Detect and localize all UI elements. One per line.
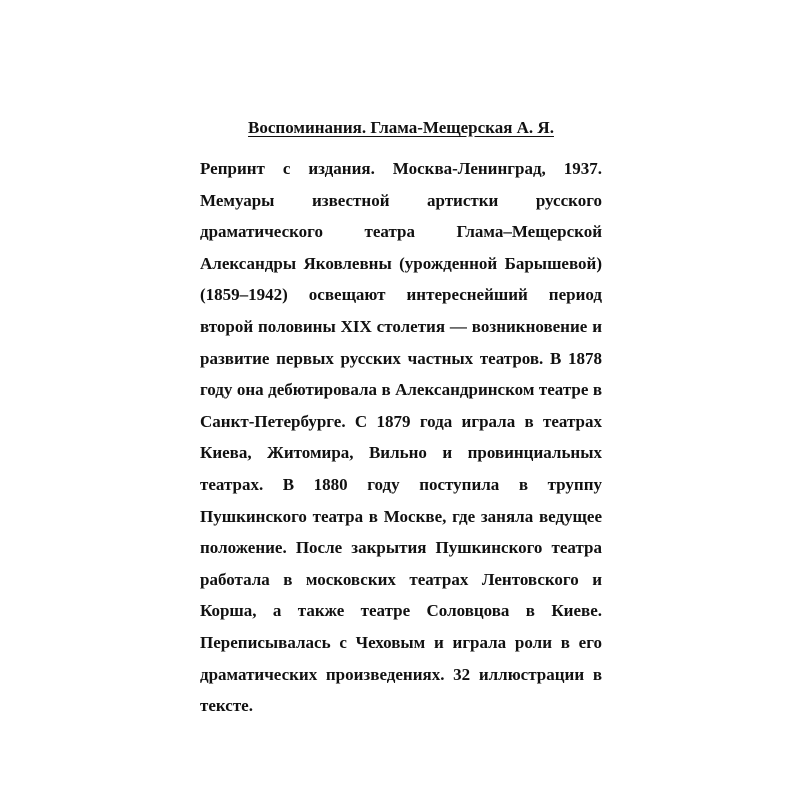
text-line: Корша, а также театре Соловцова в Киеве. — [200, 601, 602, 621]
text-line: тексте. — [200, 696, 253, 716]
text-line: Переписывалась с Чеховым и играла роли в его — [200, 632, 602, 652]
text-line: второй половины XIX столетия — возникновение и — [200, 316, 602, 336]
text-line: (1859–1942) освещают интереснейший период — [200, 285, 602, 305]
text-line: Киева, Житомира, Вильно и провинциальных — [200, 443, 602, 463]
text-line: Репринт с издания. Москва-Ленинград, 1937. — [200, 159, 602, 178]
text-line: году она дебютировала в Александринском театре в — [200, 380, 602, 400]
text-line: драматических произведениях. 32 иллюстрации в — [200, 664, 602, 684]
text-line: работала в московских театрах Лентовского и — [200, 569, 602, 589]
text-line: Пушкинского театра в Москве, где заняла ведущее — [200, 506, 602, 526]
text-line: Мемуары известной артистки русского — [200, 190, 602, 210]
text-line: драматического театра Глама–Мещерской — [200, 222, 602, 242]
text-line: Александры Яковлевны (урожденной Барышевой) — [200, 253, 602, 273]
text-line: Санкт-Петербурге. С 1879 года играла в театрах — [200, 411, 602, 431]
text-line: положение. После закрытия Пушкинского театра — [200, 538, 602, 558]
description-paragraph — [200, 153, 602, 722]
text-line: театрах. В 1880 году поступила в труппу — [200, 474, 602, 494]
document-title: Воспоминания. Глама-Мещерская А. Я. — [248, 118, 554, 137]
text-line: развитие первых русских частных театров. В 1878 — [200, 348, 602, 368]
